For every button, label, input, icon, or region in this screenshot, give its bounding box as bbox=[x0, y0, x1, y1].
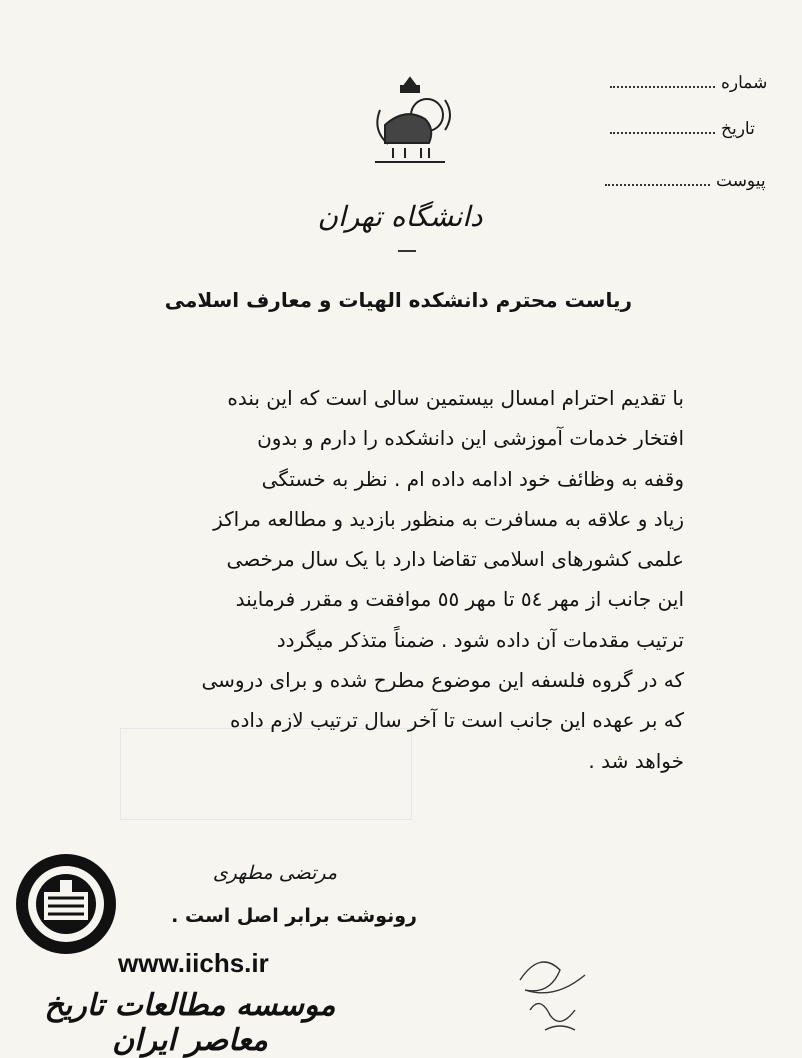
date-dotted-line bbox=[610, 118, 715, 134]
website-url: www.iichs.ir bbox=[118, 948, 269, 978]
body-line: ترتیب مقدمات آن داده شود . ضمناً متذکر میگردد bbox=[276, 627, 684, 652]
number-dotted-line bbox=[610, 72, 715, 88]
lion-and-sun-emblem-icon bbox=[355, 70, 465, 170]
date-label: تاریخ bbox=[721, 119, 755, 139]
attachment-label: پیوست bbox=[716, 171, 766, 191]
signature-name: مرتضی مطهری bbox=[212, 862, 337, 884]
attachment-field bbox=[605, 170, 766, 191]
letter-body bbox=[84, 378, 684, 781]
institute-name: موسسه مطالعات تاریخ معاصر ایران bbox=[44, 988, 336, 1058]
attachment-dotted-line bbox=[605, 170, 710, 186]
salutation: ریاست محترم دانشکده الهیات و معارف اسلامی bbox=[164, 288, 632, 312]
university-name: دانشگاه تهران bbox=[317, 200, 483, 233]
body-line: وقفه به وظائف خود ادامه داده ام . نظر به خستگی bbox=[261, 466, 684, 491]
divider bbox=[398, 250, 416, 252]
body-line: زیاد و علاقه به مسافرت به منظور بازدید و مطالعه مراکز bbox=[213, 506, 684, 531]
body-line: با تقدیم احترام امسال بیستمین سالی است که این بنده bbox=[227, 386, 684, 410]
body-line: علمی کشورهای اسلامی تقاضا دارد با یک سال مرخصی bbox=[226, 547, 684, 572]
body-line: خواهد شد . bbox=[588, 748, 684, 773]
number-field bbox=[610, 72, 767, 93]
body-line: این جانب از مهر ٥٤ تا مهر ٥٥ موافقت و مقرر فرمایند bbox=[235, 587, 684, 612]
body-line: که در گروه فلسفه این موضوع مطرح شده و برای دروسی bbox=[201, 668, 684, 693]
number-label: شماره bbox=[721, 73, 768, 93]
copy-note: رونوشت برابر اصل است . bbox=[171, 905, 417, 927]
body-line: که بر عهده این جانب است تا آخر سال ترتیب لازم داده bbox=[229, 708, 684, 733]
body-line: افتخار خدمات آموزشی این دانشکده را دارم و بدون bbox=[257, 426, 684, 451]
date-field bbox=[610, 118, 755, 139]
handwritten-initials bbox=[490, 940, 630, 1040]
iichs-logo-icon bbox=[14, 852, 118, 956]
